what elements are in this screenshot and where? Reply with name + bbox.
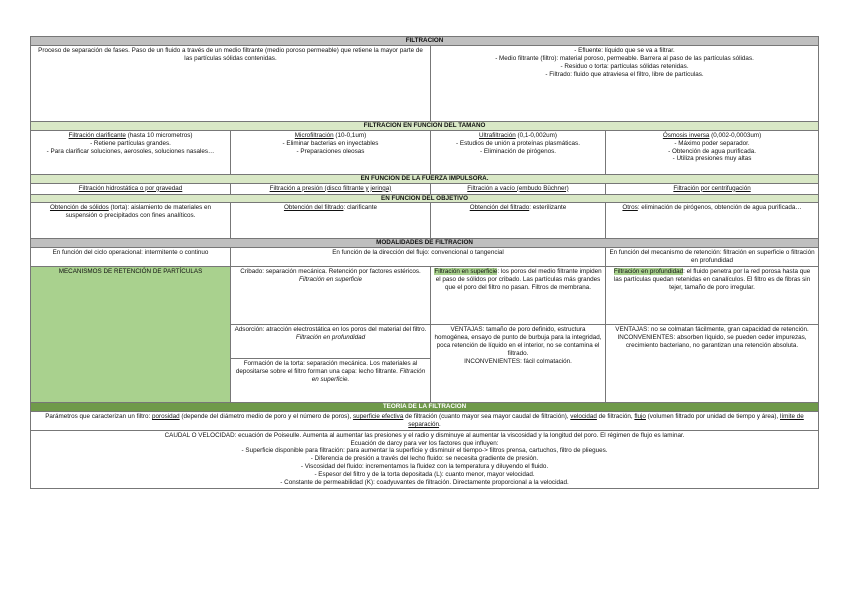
modality-mechanism: En función del mecanismo de retención: filtración en superficie o filtración en profundidad xyxy=(606,248,819,267)
definition-cell xyxy=(31,46,431,122)
filtration-summary-table xyxy=(30,36,819,489)
definition-text: Proceso de separación de fases. Paso de un fluido a través de un medio filtrante (medio poroso permeable) que retiene la mayor parte de las partículas sólidas contenidas. xyxy=(38,47,423,62)
objective-esterilizante: Obtención del filtrado: esterilizante xyxy=(431,203,606,239)
force-gravity: Filtración hidrostática o por gravedad xyxy=(31,183,231,194)
modality-direction: En función de la dirección del flujo: convencional o tangencial xyxy=(231,248,606,267)
force-centrifuge: Filtración por centrifugación xyxy=(606,183,819,194)
force-pressure: Filtración a presión (disco filtrante y jeringa) xyxy=(231,183,431,194)
size-col-ultra: Ultrafiltración (0,1-0,002um) - Estudios de unión a proteínas plasmáticas. - Eliminación de pirógenos. xyxy=(431,130,606,174)
theory-header: TEORÍA DE LA FILTRACIÓN xyxy=(31,403,819,412)
modality-cycle: En función del ciclo operacional: intermitente o continuo xyxy=(31,248,231,267)
component-item: - Efluente: líquido que se va a filtrar. xyxy=(574,47,675,54)
size-col-clarificante: Filtración clarificante (hasta 10 micrometros) - Retiene partículas grandes. - Para clarificar soluciones, aerosoles, soluciones nasales… xyxy=(31,130,231,174)
component-item: - Filtrado: fluido que atraviesa el filtro, libre de partículas. xyxy=(545,70,704,78)
force-header: EN FUNCIÓN DE LA FUERZA IMPULSORA. xyxy=(31,174,819,183)
factor-item: - Diferencia de presión a través del lecho fluido: se necesita gradiente de presión. xyxy=(310,455,539,463)
objective-solids: Obtención de sólidos (torta): aislamiento de materiales en suspensión o precipitados con fines analíticos. xyxy=(31,203,231,239)
surface-pros-cons: VENTAJAS: tamaño de poro definido, estructura homogénea, ensayo de punto de burbuja para la integridad, poca retención de líquido en el interior, no se contamina el filtrado. INCONVENIENTES: fácil colmatación. xyxy=(431,325,606,403)
theory-caudal: CAUDAL O VELOCIDAD: ecuación de Poiseulle. Aumenta al aumentar las presiones y el radio y disminuye al aumentar la viscosidad y la longitud del poro. El régimen de flujo es laminar. Ecuación de darcy para ver los factores que influyen: - Superficie disponible para filtración: para aumentar la superficie y disminuir el tiempo-> filtros prensa, cartuchos, filtro de pliegues. - Diferencia de presión a través del lecho fluido: se necesita gradiente de presión. - Viscosidad del fluido: incrementamos la fluidez con la temperatura y diluyendo el fluido. - Espesor del filtro y de la torta depositada (L): cuanto menor, mayor velocidad. - Constante de permeabilidad (K): coadyuvantes de filtración. Directamente proporcional a la velocidad. xyxy=(31,430,819,488)
size-col-micro: Microfiltración (10-0,1um) - Eliminar bacterias en inyectables - Preparaciones oleosas xyxy=(231,130,431,174)
surface-filtration: Filtración en superficie: los poros del medio filtrante impiden el paso de sólidos por cribado. Las partículas más grandes que el poro del filtro no pasan. Filtros de membrana. xyxy=(431,267,606,325)
objective-clarificante: Obtención del filtrado: clarificante xyxy=(231,203,431,239)
factor-item: - Espesor del filtro y de la torta depositada (L): cuanto menor, mayor velocidad. xyxy=(314,471,535,479)
objective-others: Otros: eliminación de pirógenos, obtención de agua purificada… xyxy=(606,203,819,239)
mechanism-adsorcion: Adsorción: atracción electrostática en los poros del material del filtro. Filtración en profundidad xyxy=(231,325,431,359)
size-header: FILTRACIÓN EN FUNCIÓN DEL TAMAÑO xyxy=(31,122,819,131)
main-title: FILTRACIÓN xyxy=(31,37,819,46)
objective-header: EN FUNCIÓN DEL OBJETIVO xyxy=(31,194,819,203)
size-col-osmosis: Ósmosis inversa (0,002-0,0003um) - Máximo poder separador. - Obtención de agua purificada. - Utiliza presiones muy altas xyxy=(606,130,819,174)
components-cell xyxy=(431,46,819,122)
factor-item: - Superficie disponible para filtración: para aumentar la superficie y disminuir el tiempo-> filtros prensa, cartuchos, filtro de pliegues. xyxy=(241,447,608,455)
depth-pros-cons: VENTAJAS: no se colmatan fácilmente, gran capacidad de retención. INCONVENIENTES: absorben líquido, se pueden ceder impurezas, crecimiento bacteriano, no garantizan una retención absoluta. xyxy=(606,325,819,403)
factor-item: - Viscosidad del fluido: incrementamos la fluidez con la temperatura y diluyendo el fluido. xyxy=(300,463,549,471)
component-item: - Residuo o torta: partículas sólidas retenidas. xyxy=(560,62,689,70)
force-vacuum: Filtración a vacío (embudo Büchner) xyxy=(431,183,606,194)
mechanism-cribado: Cribado: separación mecánica. Retención por factores estéricos. Filtración en superficie xyxy=(231,267,431,325)
modalities-header: MODALIDADES DE FILTRACIÓN xyxy=(31,239,819,248)
component-item: - Medio filtrante (filtro): material poroso, permeable. Barrera al paso de las partículas sólidas. xyxy=(495,54,754,62)
theory-parameters: Parámetros que caracterizan un filtro: porosidad (depende del diámetro medio de poro y el número de poros), superficie efectiva de filtración (cuanto mayor sea mayor caudal de filtración), velocidad de filtración, flujo (volumen filtrado por unidad de tiempo y área), límite de separación. xyxy=(31,412,819,431)
mechanism-torta: Formación de la torta: separación mecánica. Los materiales al depositarse sobre el filtro forman una capa: lecho filtrante. Filtración en superficie. xyxy=(231,359,431,403)
mechanisms-label: MECANISMOS DE RETENCIÓN DE PARTÍCULAS xyxy=(31,267,231,403)
depth-filtration: Filtración en profundidad: el fluido penetra por la red porosa hasta que las partículas quedan retenidas en canalículos. El filtro es de fibras sin tejer, tamaño de poro irregular. xyxy=(606,267,819,325)
factor-item: - Constante de permeabilidad (K): coadyuvantes de filtración. Directamente proporcional a la velocidad. xyxy=(280,478,569,486)
